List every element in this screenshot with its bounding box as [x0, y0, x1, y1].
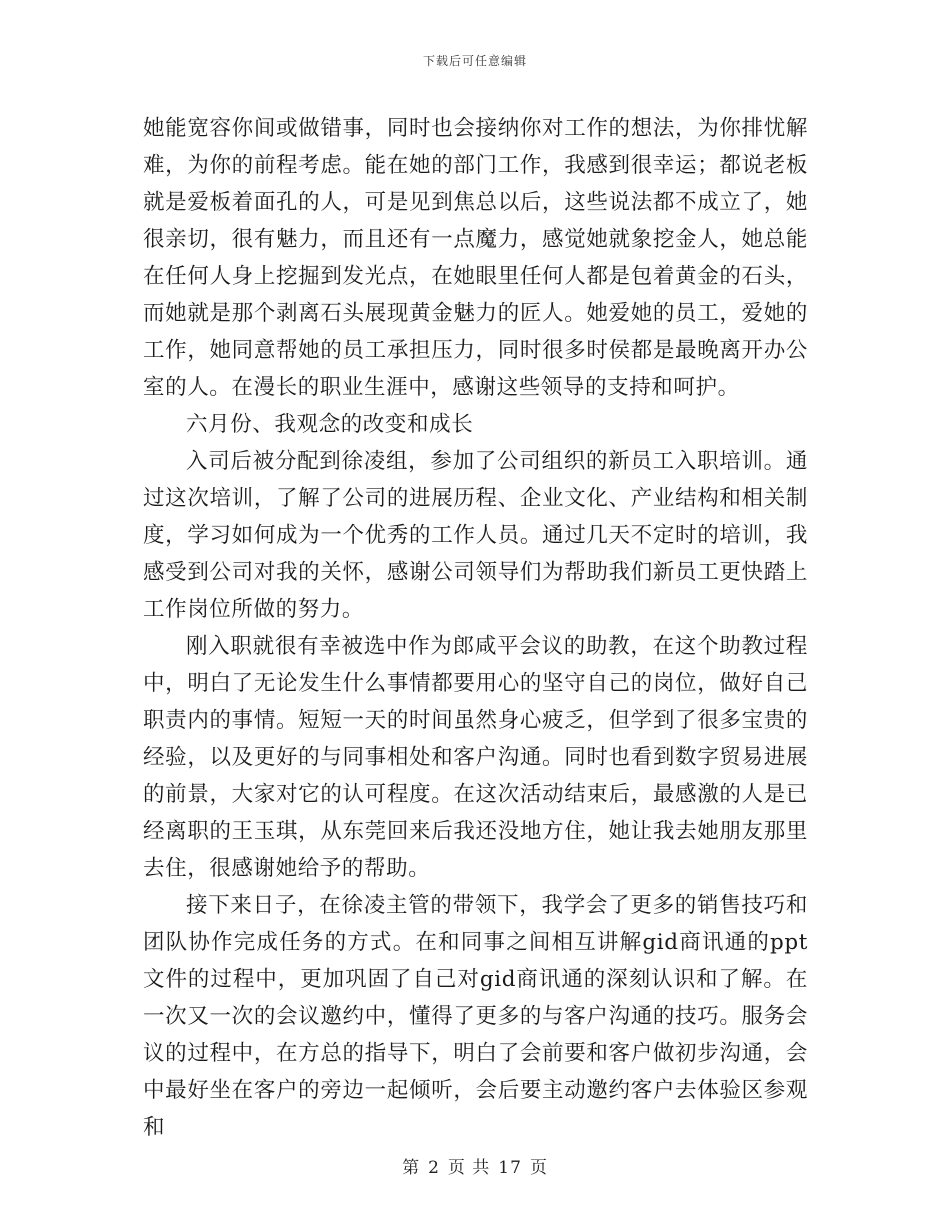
page-footer	[0, 1153, 950, 1178]
page-header: 下载后可任意编辑	[422, 54, 527, 68]
document-body	[143, 110, 808, 1146]
footer-middle: 页 共	[447, 1158, 491, 1178]
section-heading: 六月份、我观念的改变和成长	[186, 412, 474, 437]
footer-prefix: 第	[402, 1158, 421, 1178]
paragraph: 入司后被分配到徐凌组，参加了公司组织的新员工入职培训。通过这次培训，了解了公司的进展历程、企业文化、产业结构和相关制度，学习如何成为一个优秀的工作人员。通过几天不定时的培训，我感受到公司对我的关怀，感谢公司领导们为帮助我们新员工更快踏上工作岗位所做的努力。	[143, 449, 808, 622]
footer-total-pages: 17	[498, 1158, 522, 1178]
paragraph-continued: 她能宽容你间或做错事，同时也会接纳你对工作的想法，为你排忧解难，为你的前程考虑。能在她的部门工作，我感到很幸运；都说老板就是爱板着面孔的人，可是见到焦总以后，这些说法都不成立了，她很亲切，很有魅力，而且还有一点魔力，感觉她就象挖金人，她总能在任何人身上挖掘到发光点，在她眼里任何人都是包着黄金的石头，而她就是那个剥离石头展现黄金魅力的匠人。她爱她的员工，爱她的工作，她同意帮她的员工承担压力，同时很多时侯都是最晚离开办公室的人。在漫长的职业生涯中，感谢这些领导的支持和呵护。	[143, 116, 808, 400]
paragraph: 刚入职就很有幸被选中作为郎咸平会议的助教，在这个助教过程中，明白了无论发生什么事情都要用心的坚守自己的岗位，做好自己职责内的事情。短短一天的时间虽然身心疲乏，但学到了很多宝贵的经验，以及更好的与同事相处和客户沟通。同时也看到数字贸易进展的前景，大家对它的认可程度。在这次活动结束后，最感激的人是已经离职的王玉琪，从东莞回来后我还没地方住，她让我去她朋友那里去住，很感谢她给予的帮助。	[143, 634, 808, 881]
footer-suffix: 页	[529, 1158, 548, 1178]
footer-page-number: 2	[428, 1158, 440, 1178]
paragraph: 接下来日子，在徐凌主管的带领下，我学会了更多的销售技巧和团队协作完成任务的方式。在和同事之间相互讲解gid商讯通的ppt文件的过程中，更加巩固了自己对gid商讯通的深刻认识和了解。在一次又一次的会议邀约中，懂得了更多的与客户沟通的技巧。服务会议的过程中，在方总的指导下，明白了会前要和客户做初步沟通，会中最好坐在客户的旁边一起倾听，会后要主动邀约客户去体验区参观和	[143, 893, 808, 1140]
